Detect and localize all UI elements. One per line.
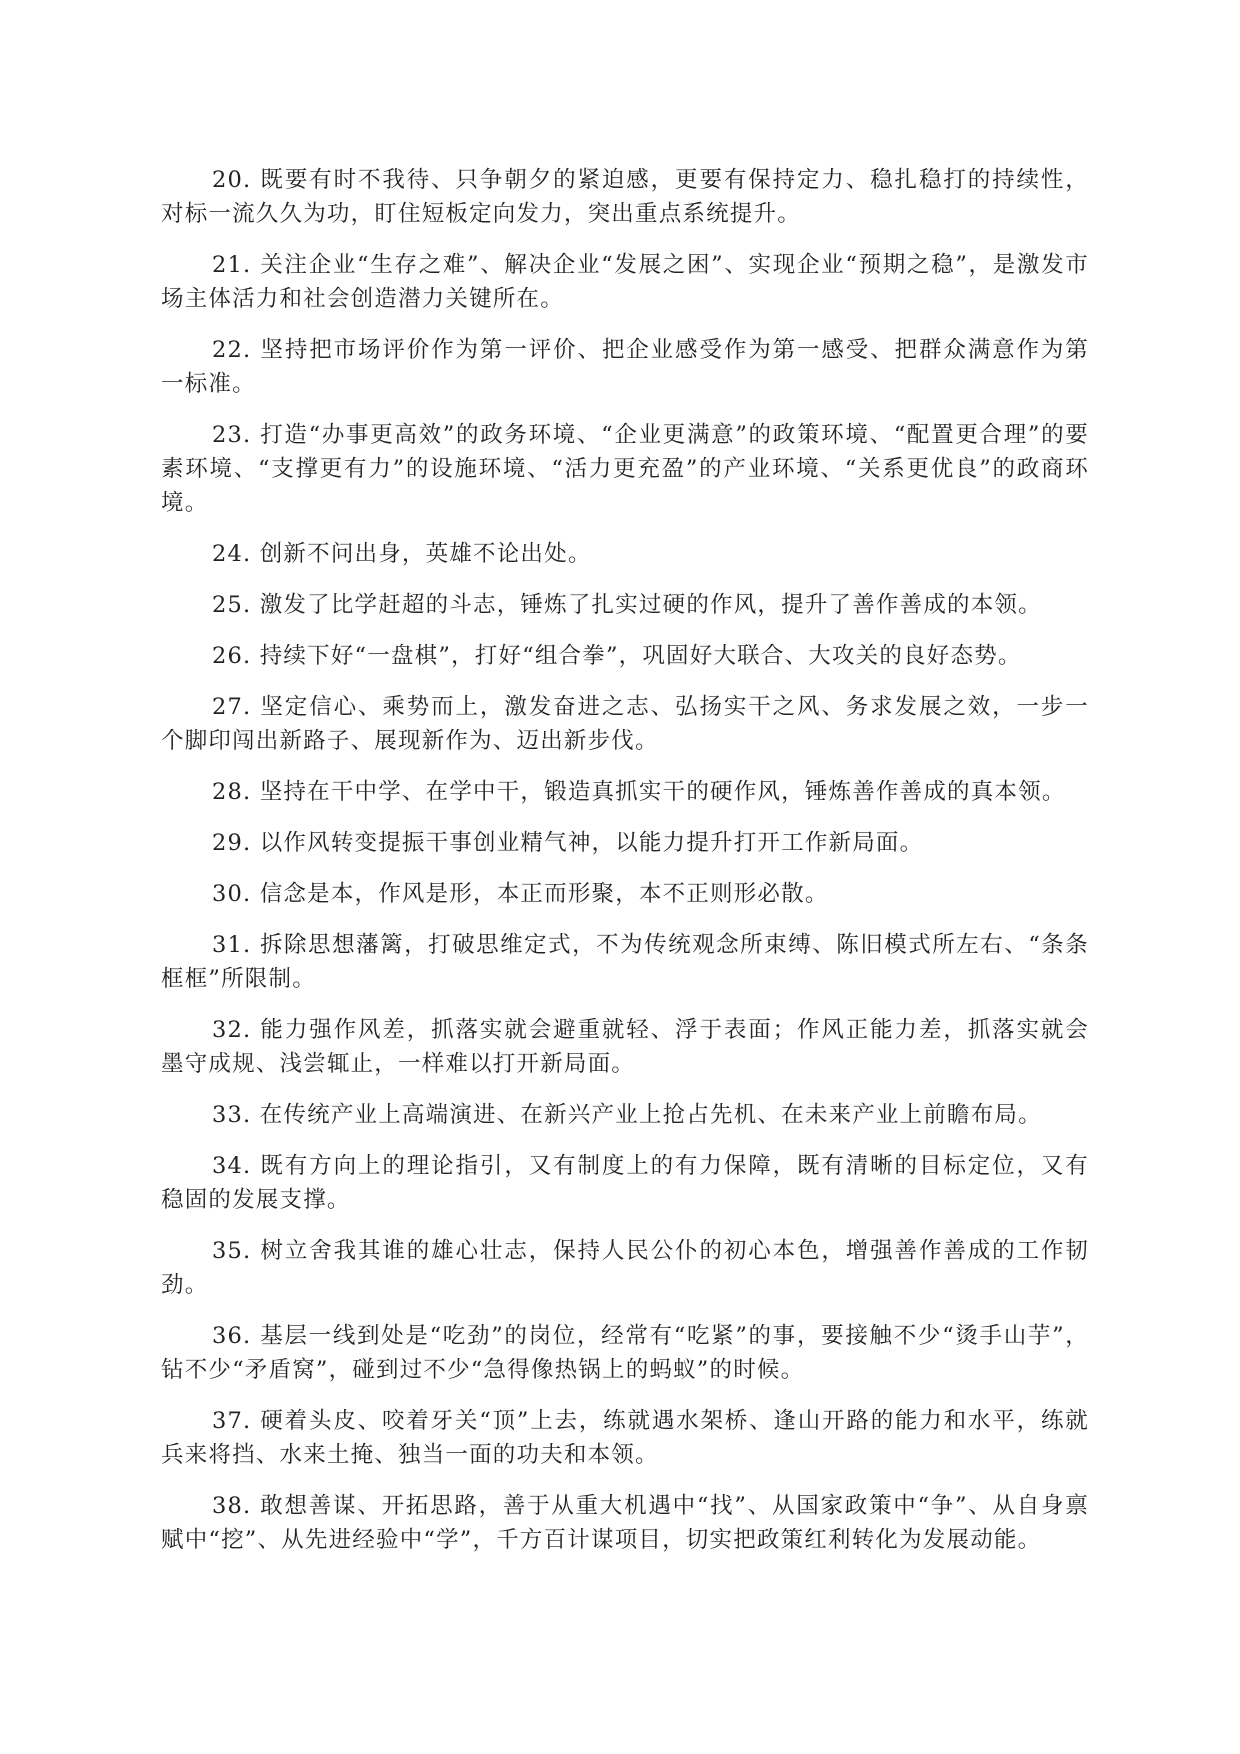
paragraph-34: 34. 既有方向上的理论指引，又有制度上的有力保障，既有清晰的目标定位，又有稳固的发展支撑。 [161,1153,1089,1213]
paragraph-28: 28. 坚持在干中学、在学中干，锻造真抓实干的硬作风，锤炼善作善成的真本领。 [212,779,1066,805]
paragraph-32: 32. 能力强作风差，抓落实就会避重就轻、浮于表面；作风正能力差，抓落实就会墨守成规、浅尝辄止，一样难以打开新局面。 [161,1017,1089,1077]
paragraph-27: 27. 坚定信心、乘势而上，激发奋进之志、弘扬实干之风、务求发展之效，一步一个脚印闯出新路子、展现新作为、迈出新步伐。 [161,694,1089,754]
paragraph-37: 37. 硬着头皮、咬着牙关“顶”上去，练就遇水架桥、逢山开路的能力和水平，练就兵来将挡、水来土掩、独当一面的功夫和本领。 [161,1408,1089,1468]
paragraph-33: 33. 在传统产业上高端演进、在新兴产业上抢占先机、在未来产业上前瞻布局。 [212,1102,1042,1128]
paragraph-20: 20. 既要有时不我待、只争朝夕的紧迫感，更要有保持定力、稳扎稳打的持续性，对标一流久久为功，盯住短板定向发力，突出重点系统提升。 [161,167,1089,227]
paragraph-24: 24. 创新不问出身，英雄不论出处。 [212,541,592,567]
paragraph-26: 26. 持续下好“一盘棋”，打好“组合拳”，巩固好大联合、大攻关的良好态势。 [212,643,1022,669]
paragraph-23: 23. 打造“办事更高效”的政务环境、“企业更满意”的政策环境、“配置更合理”的要素环境、“支撑更有力”的设施环境、“活力更充盈”的产业环境、“关系更优良”的政商环境。 [161,422,1089,516]
paragraph-38: 38. 敢想善谋、开拓思路，善于从重大机遇中“找”、从国家政策中“争”、从自身禀赋中“挖”、从先进经验中“学”，千方百计谋项目，切实把政策红利转化为发展动能。 [161,1493,1089,1553]
paragraph-29: 29. 以作风转变提振干事创业精气神，以能力提升打开工作新局面。 [212,830,924,856]
document-body [161,163,1089,1574]
paragraph-30: 30. 信念是本，作风是形，本正而形聚，本不正则形必散。 [212,881,829,907]
paragraph-36: 36. 基层一线到处是“吃劲”的岗位，经常有“吃紧”的事，要接触不少“烫手山芋”，钻不少“矛盾窝”，碰到过不少“急得像热锅上的蚂蚁”的时候。 [161,1323,1089,1383]
paragraph-21: 21. 关注企业“生存之难”、解决企业“发展之困”、实现企业“预期之稳”，是激发市场主体活力和社会创造潜力关键所在。 [161,252,1089,312]
paragraph-22: 22. 坚持把市场评价作为第一评价、把企业感受作为第一感受、把群众满意作为第一标准。 [161,337,1089,397]
paragraph-31: 31. 拆除思想藩篱，打破思维定式，不为传统观念所束缚、陈旧模式所左右、“条条框框”所限制。 [161,932,1089,992]
paragraph-35: 35. 树立舍我其谁的雄心壮志，保持人民公仆的初心本色，增强善作善成的工作韧劲。 [161,1238,1089,1298]
paragraph-25: 25. 激发了比学赶超的斗志，锤炼了扎实过硬的作风，提升了善作善成的本领。 [212,592,1042,618]
